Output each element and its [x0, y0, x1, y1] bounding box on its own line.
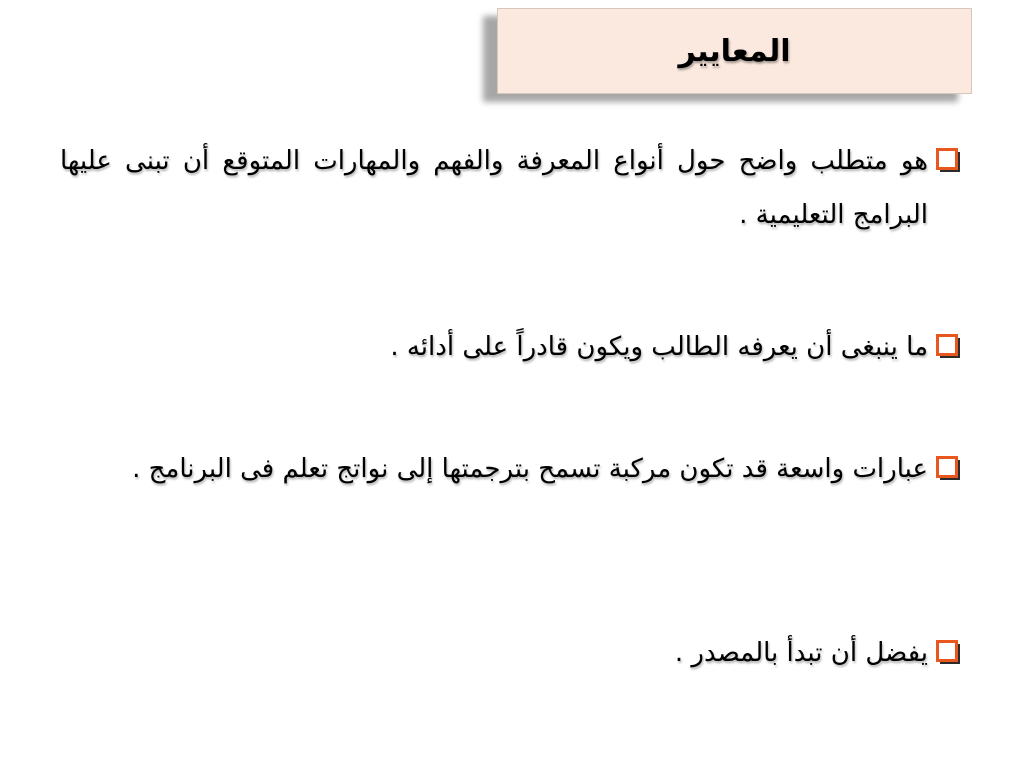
- bullet-item: [60, 442, 960, 496]
- square-bullet-icon: [936, 334, 960, 360]
- square-bullet-icon: [936, 148, 960, 174]
- slide-title-box: [497, 8, 972, 94]
- bullet-item: [60, 134, 960, 242]
- bullet-item: [60, 626, 960, 680]
- bullet-text: هو متطلب واضح حول أنواع المعرفة والفهم والمهارات المتوقع أن تبنى عليها البرامج التعليمية .: [60, 146, 928, 230]
- bullet-text: عبارات واسعة قد تكون مركبة تسمح بترجمتها إلى نواتج تعلم فى البرنامج .: [132, 454, 928, 484]
- slide-title: المعايير: [678, 33, 791, 69]
- bullet-item: [60, 320, 960, 374]
- bullet-text: ما ينبغى أن يعرفه الطالب ويكون قادراً على أدائه .: [390, 332, 928, 362]
- bullet-text: يفضل أن تبدأ بالمصدر .: [674, 638, 928, 668]
- square-bullet-icon: [936, 640, 960, 666]
- square-bullet-icon: [936, 456, 960, 482]
